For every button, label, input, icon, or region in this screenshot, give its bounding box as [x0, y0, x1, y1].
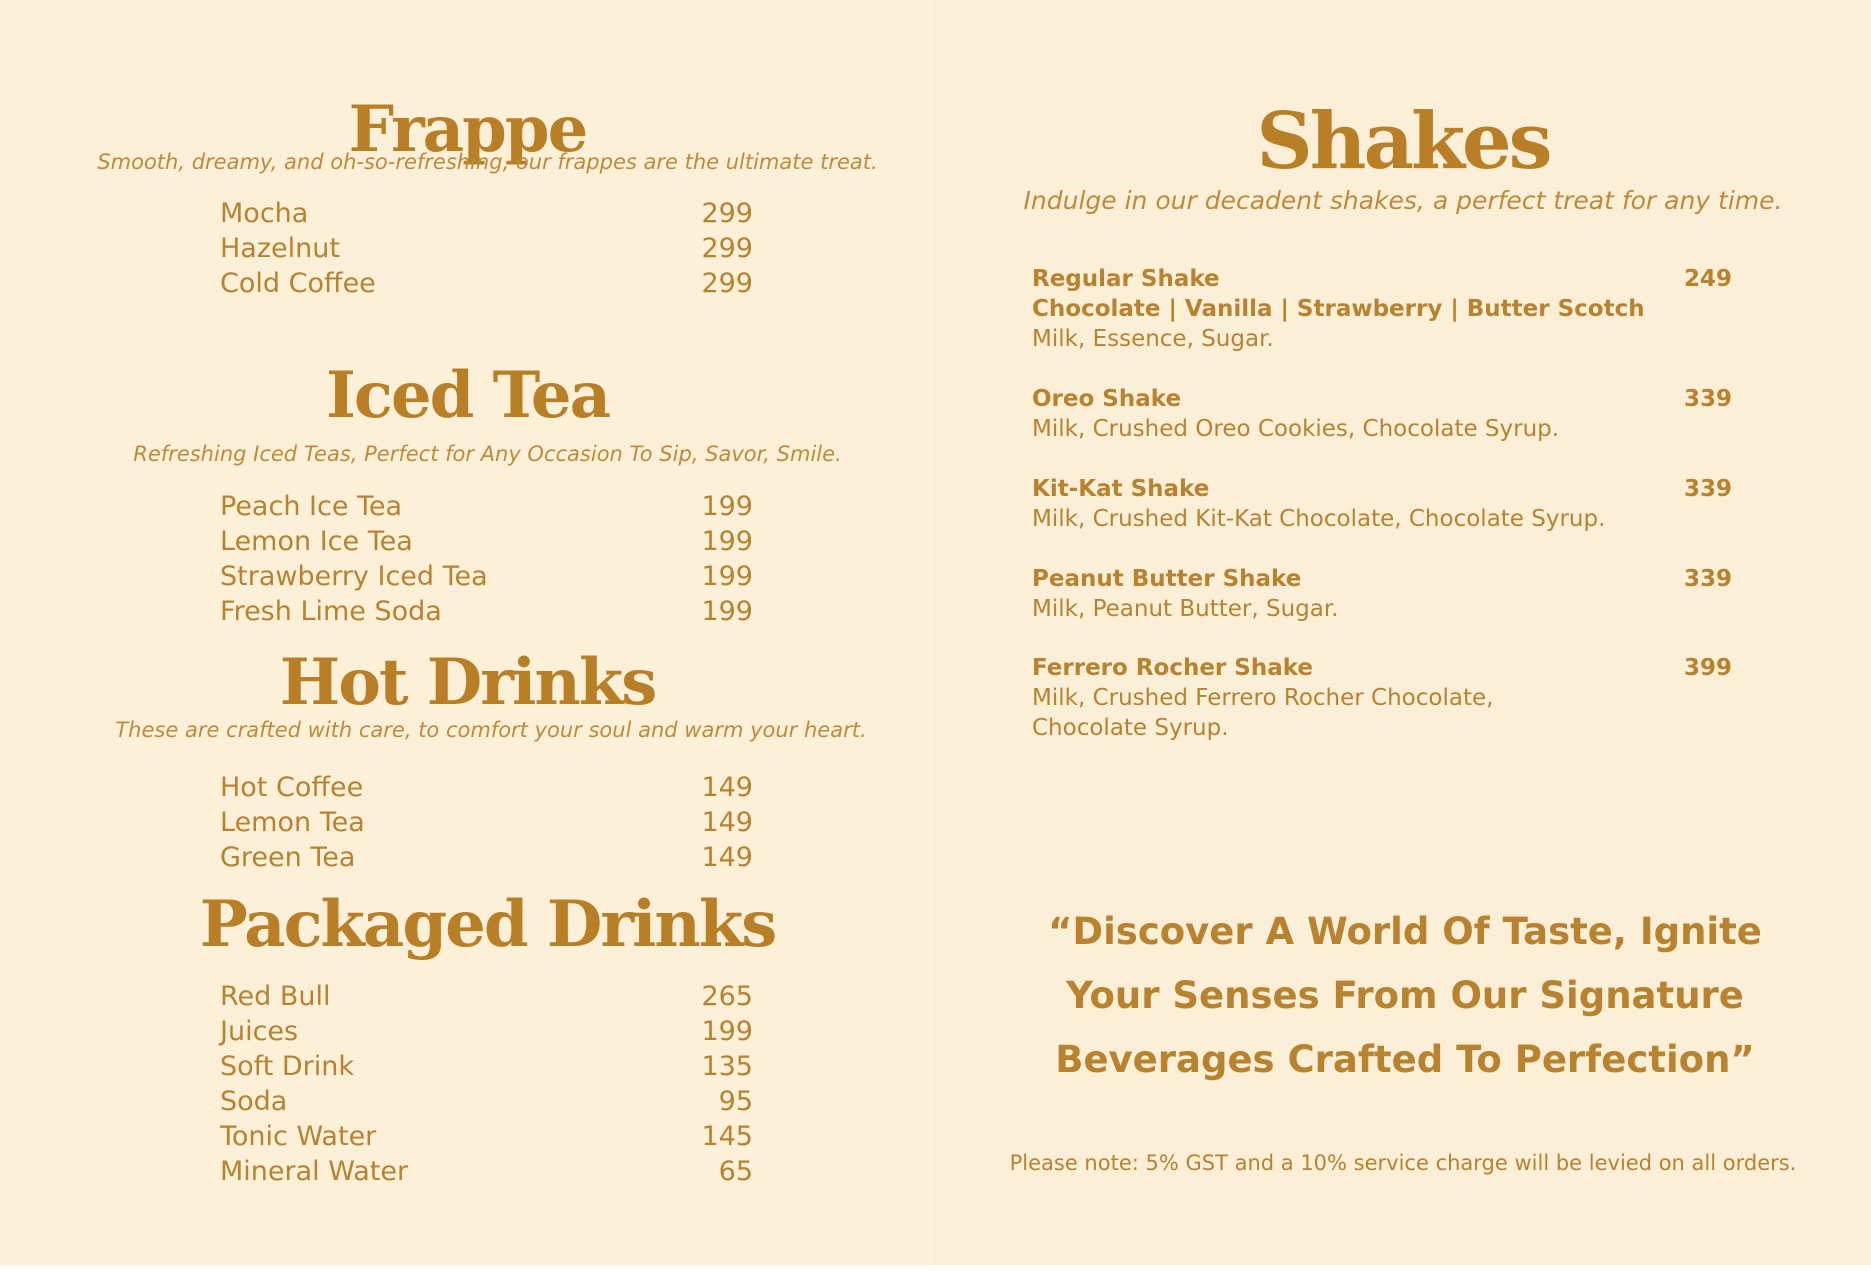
menu-list-iced-tea	[220, 489, 753, 629]
item-name: Mineral Water	[220, 1156, 409, 1187]
item-price: 65	[718, 1156, 753, 1187]
shake-price: 339	[1683, 386, 1732, 412]
shake-ingredients: Milk, Peanut Butter, Sugar.	[1032, 596, 1339, 622]
item-name: Red Bull	[220, 981, 331, 1012]
menu-item	[220, 840, 753, 875]
shake-ingredients: Milk, Essence, Sugar.	[1032, 326, 1274, 352]
menu-item	[220, 805, 753, 840]
item-name: Soft Drink	[220, 1051, 354, 1082]
menu-item	[220, 1084, 753, 1119]
menu-list-hot-drinks	[220, 770, 753, 875]
menu-item	[220, 979, 753, 1014]
item-price: 145	[701, 1121, 753, 1152]
item-name: Strawberry Iced Tea	[220, 561, 488, 592]
shake-name: Kit-Kat Shake	[1032, 476, 1210, 502]
menu-list-packaged-drinks	[220, 979, 753, 1189]
shake-price: 249	[1683, 266, 1732, 292]
menu-item	[220, 524, 753, 559]
item-name: Tonic Water	[220, 1121, 377, 1152]
menu-item	[220, 1119, 753, 1154]
shake-price: 339	[1683, 476, 1732, 502]
menu-item	[220, 1049, 753, 1084]
menu-item	[220, 1014, 753, 1049]
menu-item	[220, 594, 753, 629]
menu-item	[220, 559, 753, 594]
signature-quote	[1005, 900, 1805, 1092]
shake-item	[1032, 474, 1732, 534]
shake-ingredients: Milk, Crushed Kit-Kat Chocolate, Chocolate Syrup.	[1032, 506, 1606, 532]
item-name: Juices	[220, 1016, 299, 1047]
item-price: 199	[701, 561, 753, 592]
left-menu-page	[0, 0, 935, 1271]
shake-flavors: Chocolate | Vanilla | Strawberry | Butter Scotch	[1032, 296, 1645, 322]
item-price: 265	[701, 981, 753, 1012]
section-tagline-frappe: Smooth, dreamy, and oh-so-refreshing, our frappes are the ultimate treat.	[97, 150, 878, 174]
section-title-packaged-drinks: Packaged Drinks	[199, 887, 776, 962]
section-title-frappe: Frappe	[348, 92, 587, 167]
item-price: 149	[701, 842, 753, 873]
item-name: Hot Coffee	[220, 772, 364, 803]
item-price: 135	[701, 1051, 753, 1082]
shake-item	[1032, 264, 1732, 354]
shake-ingredients: Milk, Crushed Oreo Cookies, Chocolate Syrup.	[1032, 416, 1560, 442]
menu-item	[220, 196, 753, 231]
shake-item	[1032, 653, 1732, 743]
shake-item	[1032, 564, 1732, 624]
quote-line: Your Senses From Our Signature	[1066, 974, 1744, 1017]
page-bottom-edge	[0, 1265, 1871, 1271]
item-price: 299	[701, 233, 753, 264]
item-name: Soda	[220, 1086, 288, 1117]
right-menu-page	[935, 0, 1871, 1271]
menu-item	[220, 489, 753, 524]
tax-note: Please note: 5% GST and a 10% service charge will be levied on all orders.	[1009, 1151, 1797, 1175]
item-price: 149	[701, 807, 753, 838]
section-title-iced-tea: Iced Tea	[325, 358, 610, 433]
item-name: Green Tea	[220, 842, 356, 873]
item-name: Lemon Ice Tea	[220, 526, 413, 557]
item-price: 299	[701, 198, 753, 229]
section-tagline-iced-tea: Refreshing Iced Teas, Perfect for Any Occasion To Sip, Savor, Smile.	[133, 442, 842, 466]
item-price: 149	[701, 772, 753, 803]
item-price: 199	[701, 491, 753, 522]
menu-item	[220, 266, 753, 301]
item-price: 199	[701, 1016, 753, 1047]
shake-item	[1032, 384, 1732, 444]
shake-price: 339	[1683, 566, 1732, 592]
shake-ingredients: Chocolate Syrup.	[1032, 715, 1229, 741]
quote-line: Beverages Crafted To Perfection”	[1055, 1038, 1755, 1081]
shake-name: Ferrero Rocher Shake	[1032, 655, 1314, 681]
quote-line: “Discover A World Of Taste, Ignite	[1048, 910, 1762, 953]
item-name: Fresh Lime Soda	[220, 596, 442, 627]
item-price: 199	[701, 596, 753, 627]
item-name: Cold Coffee	[220, 268, 376, 299]
menu-item	[220, 231, 753, 266]
section-tagline-shakes: Indulge in our decadent shakes, a perfect treat for any time.	[1023, 186, 1783, 215]
section-tagline-hot-drinks: These are crafted with care, to comfort your soul and warm your heart.	[115, 718, 867, 742]
section-title-hot-drinks: Hot Drinks	[279, 645, 656, 720]
shake-price: 399	[1683, 655, 1732, 681]
item-name: Hazelnut	[220, 233, 340, 264]
item-name: Lemon Tea	[220, 807, 365, 838]
item-price: 299	[701, 268, 753, 299]
item-name: Peach Ice Tea	[220, 491, 403, 522]
item-price: 95	[718, 1086, 753, 1117]
section-title-shakes: Shakes	[1256, 96, 1550, 187]
shake-ingredients: Milk, Crushed Ferrero Rocher Chocolate,	[1032, 685, 1494, 711]
item-name: Mocha	[220, 198, 309, 229]
item-price: 199	[701, 526, 753, 557]
shake-name: Peanut Butter Shake	[1032, 566, 1302, 592]
shake-name: Regular Shake	[1032, 266, 1220, 292]
shake-name: Oreo Shake	[1032, 386, 1182, 412]
menu-item	[220, 1154, 753, 1189]
menu-list-frappe	[220, 196, 753, 301]
menu-item	[220, 770, 753, 805]
